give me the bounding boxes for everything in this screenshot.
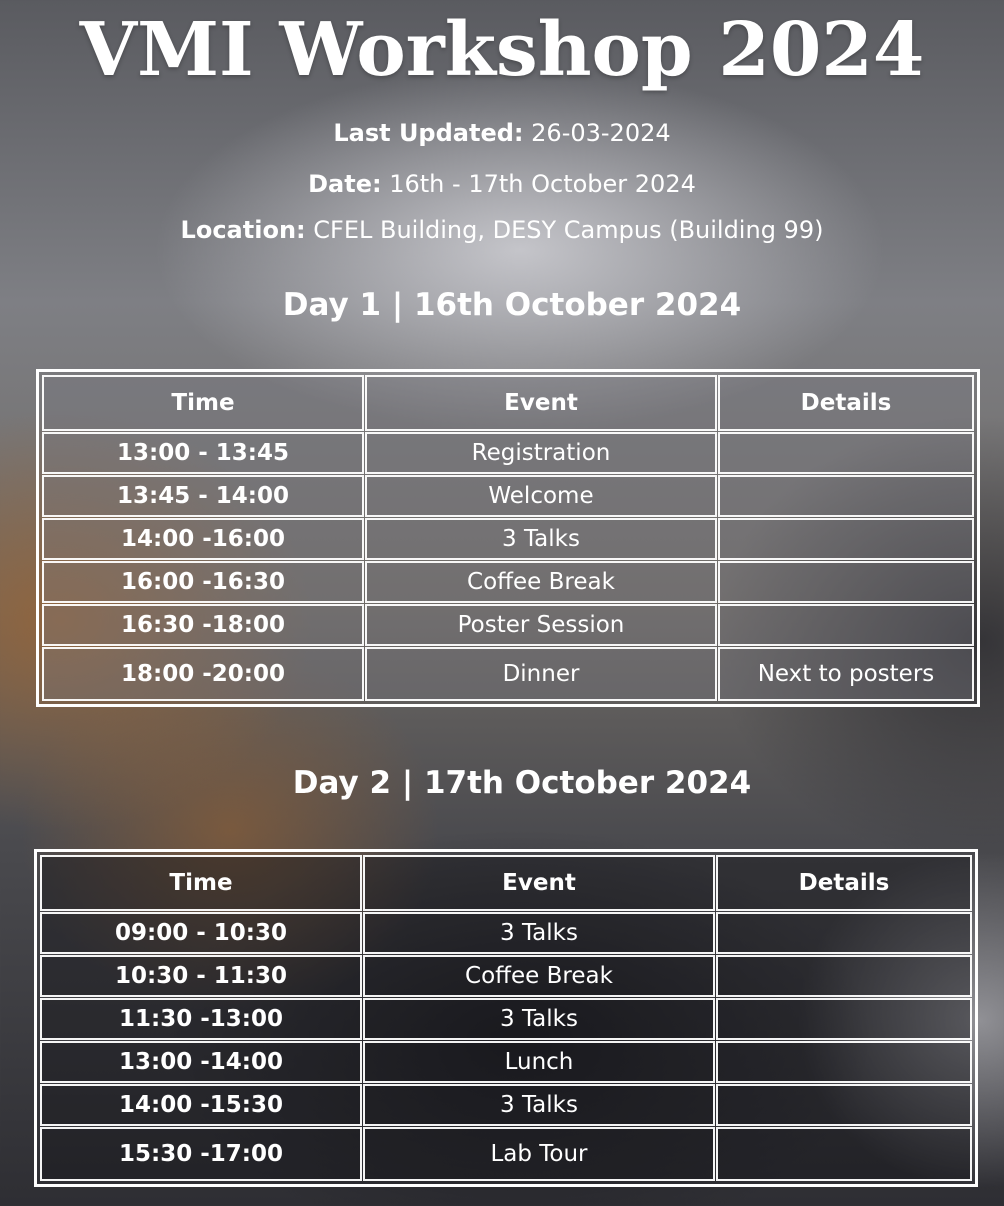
cell-details [720, 434, 972, 472]
cell-time: 16:00 -16:30 [44, 563, 362, 601]
event-location-value: CFEL Building, DESY Campus (Building 99) [313, 216, 824, 244]
cell-details [718, 957, 970, 995]
column-header-event: Event [367, 377, 715, 429]
cell-details [720, 563, 972, 601]
cell-time: 10:30 - 11:30 [42, 957, 360, 995]
cell-details [718, 1043, 970, 1081]
table-row [44, 434, 972, 472]
event-date [0, 168, 1004, 200]
table-row [44, 477, 972, 515]
last-updated-label: Last Updated: [333, 119, 524, 147]
cell-details [720, 477, 972, 515]
table-row [42, 914, 970, 952]
cell-details [718, 1000, 970, 1038]
column-header-time: Time [44, 377, 362, 429]
cell-time: 13:00 -14:00 [42, 1043, 360, 1081]
cell-time: 16:30 -18:00 [44, 606, 362, 644]
cell-time: 14:00 -16:00 [44, 520, 362, 558]
cell-time: 13:45 - 14:00 [44, 477, 362, 515]
cell-event: Coffee Break [365, 957, 713, 995]
cell-time: 09:00 - 10:30 [42, 914, 360, 952]
cell-details [718, 1086, 970, 1124]
cell-event: Coffee Break [367, 563, 715, 601]
cell-details [720, 606, 972, 644]
cell-event: 3 Talks [365, 1086, 713, 1124]
table-header-row [44, 377, 972, 429]
cell-time: 18:00 -20:00 [44, 649, 362, 699]
cell-details [720, 520, 972, 558]
cell-details [718, 1129, 970, 1179]
cell-details: Next to posters [720, 649, 972, 699]
column-header-details: Details [720, 377, 972, 429]
day2-heading: Day 2 | 17th October 2024 [292, 765, 752, 801]
table-row [42, 1086, 970, 1124]
event-location-label: Location: [180, 216, 306, 244]
table-row [44, 563, 972, 601]
cell-details [718, 914, 970, 952]
cell-event: Welcome [367, 477, 715, 515]
last-updated-value: 26-03-2024 [531, 119, 671, 147]
cell-time: 13:00 - 13:45 [44, 434, 362, 472]
cell-time: 11:30 -13:00 [42, 1000, 360, 1038]
event-location [0, 214, 1004, 246]
cell-event: Poster Session [367, 606, 715, 644]
day2-schedule-table [34, 849, 978, 1187]
cell-event: Lab Tour [365, 1129, 713, 1179]
table-row [44, 606, 972, 644]
table-row [42, 957, 970, 995]
day1-heading: Day 1 | 16th October 2024 [282, 287, 742, 323]
table-row [42, 1043, 970, 1081]
event-date-value: 16th - 17th October 2024 [389, 170, 696, 198]
table-row [44, 520, 972, 558]
last-updated [0, 117, 1004, 149]
day1-schedule-table [36, 369, 980, 707]
table-row [42, 1000, 970, 1038]
cell-event: Registration [367, 434, 715, 472]
column-header-details: Details [718, 857, 970, 909]
column-header-event: Event [365, 857, 713, 909]
cell-event: 3 Talks [367, 520, 715, 558]
cell-event: 3 Talks [365, 1000, 713, 1038]
table-row [44, 649, 972, 699]
cell-time: 15:30 -17:00 [42, 1129, 360, 1179]
cell-event: 3 Talks [365, 914, 713, 952]
cell-event: Lunch [365, 1043, 713, 1081]
cell-event: Dinner [367, 649, 715, 699]
table-header-row [42, 857, 970, 909]
column-header-time: Time [42, 857, 360, 909]
page-title: VMI Workshop 2024 [79, 7, 925, 93]
cell-time: 14:00 -15:30 [42, 1086, 360, 1124]
event-date-label: Date: [308, 170, 382, 198]
table-row [42, 1129, 970, 1179]
